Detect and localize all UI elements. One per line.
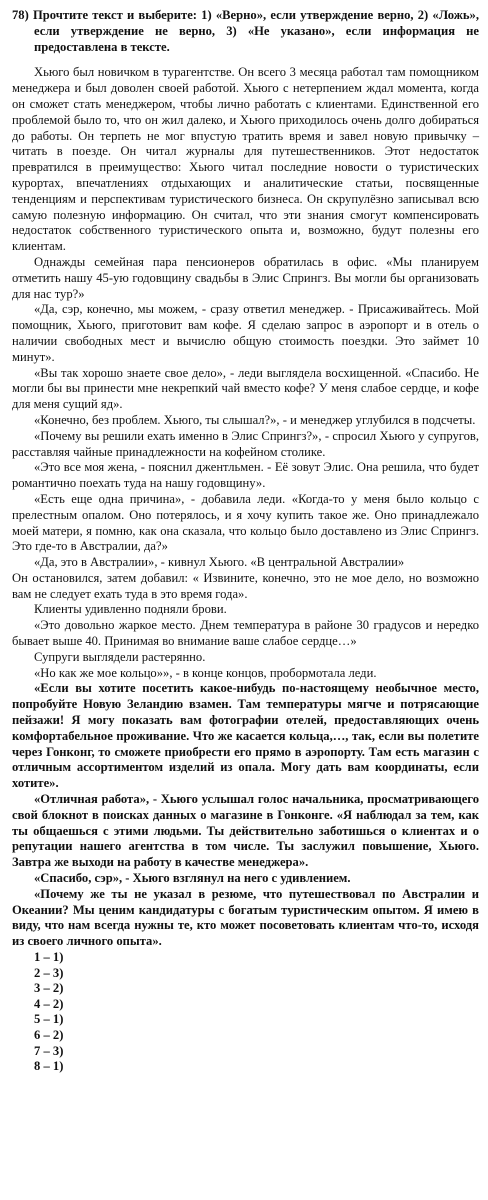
paragraph: «Это довольно жаркое место. Днем температура в районе 30 градусов и нередко бывает выше 40. Принимая во внимание ваше слабое сердце…» xyxy=(12,618,479,649)
paragraph: «Спасибо, сэр», - Хьюго взглянул на него с удивлением. xyxy=(34,871,351,886)
paragraph: «Почему же ты не указал в резюме, что путешествовал по Австралии и Океании? Мы ценим кандидатуры с богатым туристическим опытом. Я имею в виду, что нам всегда нужны те, кто может посоветовать клиентам что-то, исходя из своего личного опыта». xyxy=(12,886,479,949)
paragraph: Он остановился, затем добавил: « Извините, конечно, это не мое дело, но возможно вам не следует ехать туда в это время года». xyxy=(12,570,479,601)
answer-item: 8 – 1) xyxy=(34,1059,64,1074)
paragraph: Хьюго был новичком в турагентстве. Он всего 3 месяца работал там помощником менеджера и был доволен своей работой. Хьюго с нетерпением ждал момента, когда он сможет стать менеджером, чтобы лично работать с клиентами. Единственной его проблемой было то, что он жил далеко, и Хьюго приходилось очень долго добираться до работы. Он терпеть не мог впустую тратить время и завел новую привычку – читать в поезде. Он читал журналы для путешественников. Этот недостаток превратился в преимущество: Хьюго читал последние новости о туристических курортах, впечатлениях отдыхающих и аналитические статьи, посвященные тенденциям и перспективам туристического бизнеса. Он скрупулёзно записывал всю самую полезную информацию. Он считал, что эти знания смогут компенсировать недостаток собственного туристического опыта и, возможно, будут полезны его клиентам. xyxy=(12,65,479,254)
reading-text xyxy=(12,65,479,950)
answer-item: 6 – 2) xyxy=(34,1027,64,1042)
paragraph: Однажды семейная пара пенсионеров обратилась в офис. «Мы планируем отметить нашу 45-ую годовщину свадьбы в Элис Спрингз. Вы могли бы организовать для нас тур?» xyxy=(12,254,479,301)
paragraph: «Конечно, без проблем. Хьюго, ты слышал?», - и менеджер углубился в подсчеты. xyxy=(34,412,476,427)
answer-item: 7 – 3) xyxy=(34,1043,64,1058)
paragraph: «Это все моя жена, - пояснил джентльмен. - Её зовут Элис. Она решила, что будет романтично поехать туда на нашу годовщину». xyxy=(12,460,479,491)
answer-item: 4 – 2) xyxy=(34,996,64,1011)
paragraph: «Есть еще одна причина», - добавила леди. «Когда-то у меня было кольцо с прелестным опалом. Оно потерялось, и я хочу купить такое же. Оно принадлежало моей матери, я помню, как она сказала, что кольцо было доставлено из Элис Спрингз. Это где-то в Австралии, да?» xyxy=(12,491,479,554)
answer-item: 1 – 1) xyxy=(34,950,64,965)
paragraph: «Да, сэр, конечно, мы можем, - сразу ответил менеджер. - Присаживайтесь. Мой помощник, Хьюго, приготовит вам кофе. Я сделаю запрос в аэропорт и в отель о наличии свободных мест и вычислю общую стоимость поездки. Это займет 10 минут». xyxy=(12,302,479,364)
answer-item: 5 – 1) xyxy=(34,1012,64,1027)
paragraph: «Отличная работа», - Хьюго услышал голос начальника, просматривающего свой блокнот в поисках данных о магазине в Гонконге. «Я наблюдал за тем, как ты общаешься с этими людьми. Ты действительно заботишься о клиентах и о репутации нашего агентства в том числе. Ты заслужил повышение, Хьюго. Завтра же выходи на работу в качестве менеджера». xyxy=(12,792,479,870)
answer-item: 2 – 3) xyxy=(34,965,64,980)
answer-item: 3 – 2) xyxy=(34,981,64,996)
paragraph: «Да, это в Австралии», - кивнул Хьюго. «В центральной Австралии» xyxy=(34,555,405,570)
paragraph: Супруги выглядели растерянно. xyxy=(34,649,206,664)
paragraph: Клиенты удивленно подняли брови. xyxy=(34,602,227,617)
paragraph: «Вы так хорошо знаете свое дело», - леди выглядела восхищенной. «Спасибо. Не могли бы вы принести мне некрепкий чай вместо кофе? У меня слабое сердце, и кофе для меня сущий яд». xyxy=(12,365,479,412)
paragraph: «Почему вы решили ехать именно в Элис Спрингз?», - спросил Хьюго у супругов, расставляя чайные принадлежности на кофейном столике. xyxy=(12,428,479,459)
paragraph: «Но как же мое кольцо»», - в конце концов, пробормотала леди. xyxy=(34,665,377,680)
paragraph: «Если вы хотите посетить какое-нибудь по-настоящему необычное место, попробуйте Новую Зеландию взамен. Там температуры мягче и потрясающие пейзажи! Я могу показать вам фотографии отелей, предоставляющих очень комфортабельное проживание. Что же касается кольца,…, так, если вы полетите через Гонконг, то сможете приобрести его прямо в аэропорту. Там есть магазин с отличным ассортиментом изделий из опала. Могу дать вам координаты, если хотите». xyxy=(12,681,479,791)
task-heading: 78) Прочтите текст и выберите: 1) «Верно», если утверждение верно, 2) «Ложь», если утверждение не верно, 3) «Не указано», если информация не предоставлена в тексте. xyxy=(12,8,479,54)
answer-list xyxy=(12,950,479,1075)
